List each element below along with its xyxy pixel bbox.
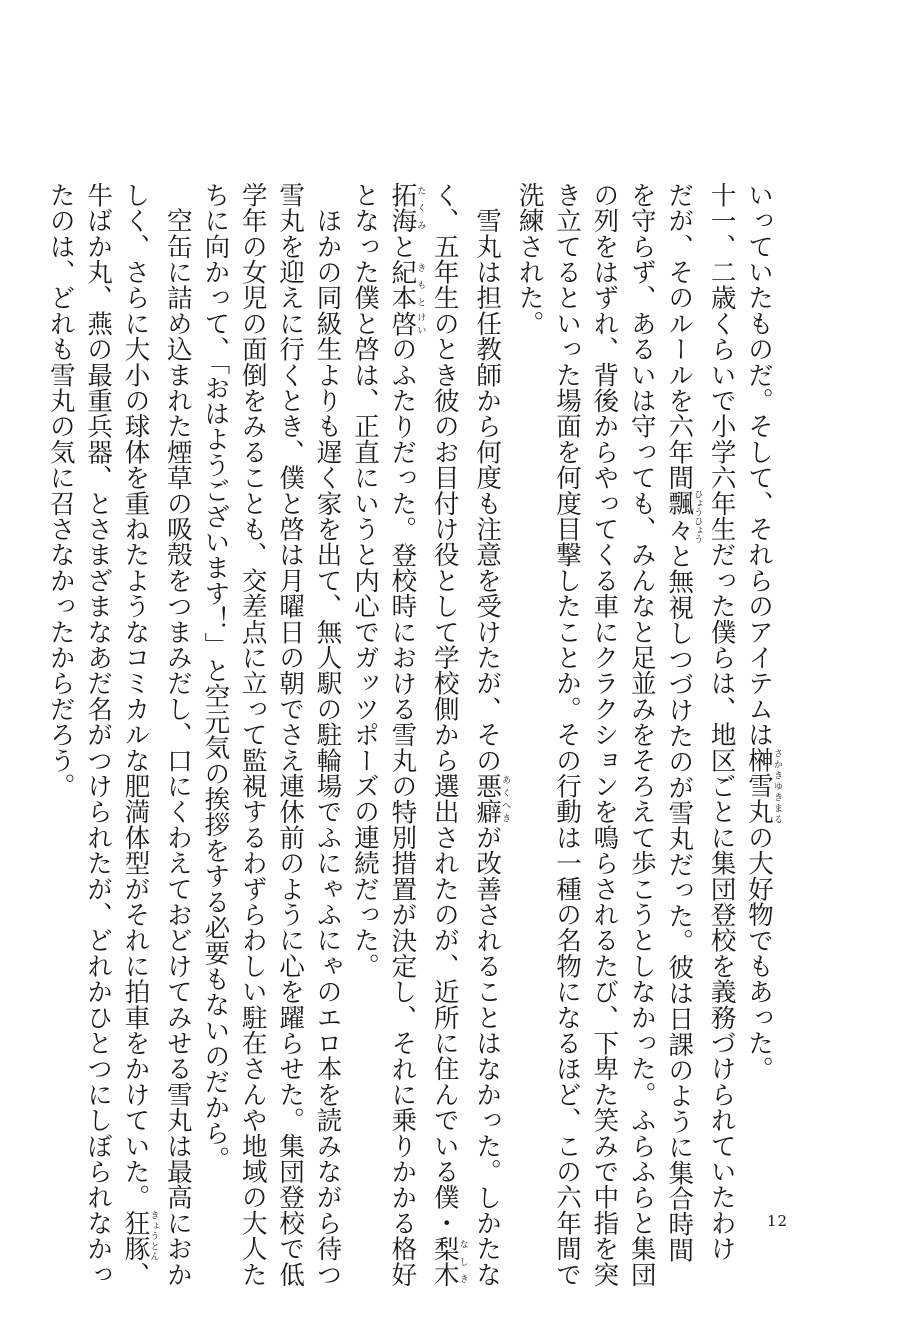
text-line: 学年の女児の面倒をみることも、交差点に立って監視するわずらわしい駐在さんや地域の大人た (237, 182, 268, 1288)
text-line: ほかの同級生よりも遅く家を出て、無人駅の駐輪場でふにゃふにゃのエロ本を読みながら待つ (312, 182, 343, 1288)
ruby-name: 啓けい (387, 310, 426, 337)
text-line: いっていたものだ。そして、それらのアイテムは榊雪丸さかきゆきまるの大好物でもあった。 (744, 182, 782, 1082)
text-line: だが、そのルールを六年間飄々ひょうひょうと無視しつづけたのが雪丸だった。彼は日課のように集合時間 (664, 182, 703, 1263)
text-line: たのは、どれも雪丸の気に召さなかったからだろう。 (45, 182, 76, 799)
text-line: 十一、二歳くらいで小学六年生だった僕らは、地区ごとに集団登校を義務づけられていたわけ (706, 182, 737, 1262)
text-line: ちに向かって、「おはようございます！」と空元気の挨拶をする必要もないのだから。 (200, 182, 231, 1172)
text-line: き立てるといった場面を何度目撃したことか。その行動は一種の名物になるほど、この六年間で (551, 182, 582, 1288)
text-line: く、五年生のとき彼のお目付け役として学校側から選出されたのが、近所に住んでいる僕・梨木なしき (429, 182, 468, 1288)
ruby-word: 悪癖あくへき (472, 773, 511, 825)
text-line: 雪丸は担任教師から何度も注意を受けたが、その悪癖あくへきが改善されることはなかった。しかたな (472, 182, 511, 1288)
ruby-name: 梨木なしき (429, 1235, 468, 1288)
text-line: 雪丸を迎えに行くとき、僕と啓は月曜日の朝でさえ連休前のように心を躍らせた。集団登校で低 (275, 182, 306, 1288)
ruby-name: 紀本きもと (387, 259, 426, 311)
ruby-word: 飄々ひょうひょう (664, 489, 703, 544)
text-line: を守らず、あるいは守っても、みんなと足並みをそろえて歩こうとしなかった。ふらふらと集団 (626, 182, 657, 1288)
page-number: 12 (767, 1212, 789, 1230)
text-line: の列をはずれ、背後からやってくる車にクラクションを鳴らされるたび、下卑た笑みで中指を突 (589, 182, 620, 1288)
ruby-name: 拓海たくみ (387, 182, 426, 234)
text-line: しく、さらに大小の球体を重ねたようなコミカルな肥満体型がそれに拍車をかけていた。狂豚きょうとん、 (120, 182, 159, 1288)
text-line: 牛ばか丸、燕の最重兵器、とさまざまなあだ名がつけられたが、どれかひとつにしぼられなかっ (83, 182, 114, 1288)
text-line: 空缶に詰め込まれた煙草の吸殻をつまみだし、口にくわえておどけてみせる雪丸は最高におか (162, 182, 193, 1288)
ruby-word: 狂豚きょうとん (120, 1210, 159, 1262)
text-line: となった僕と啓は、正直にいうと内心でガッツポーズの連続だった。 (349, 182, 380, 979)
text-line: 洗練された。 (514, 182, 545, 337)
ruby-name: 榊雪丸さかきゆきまる (744, 747, 782, 825)
text-line: 拓海たくみと紀本きもと啓けいのふたりだった。登校時における雪丸の特別措置が決定し、それに乗りかかる格好 (387, 182, 426, 1288)
